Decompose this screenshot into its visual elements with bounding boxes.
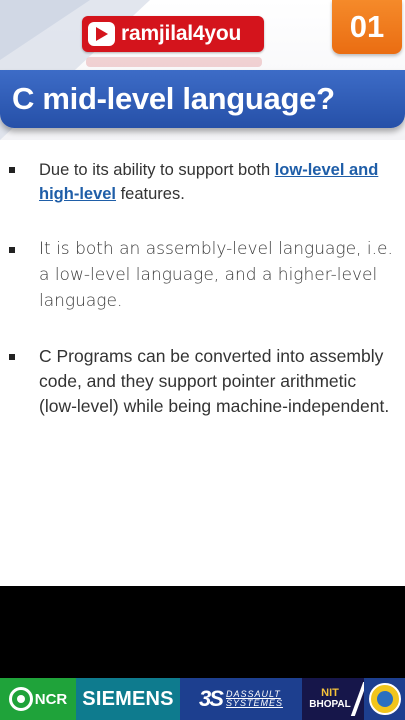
dassault-line-1: DASSAULT <box>225 689 281 699</box>
brand-name: ramjilal4you <box>121 22 242 45</box>
ncr-label: NCR <box>34 690 68 708</box>
institute-emblem <box>364 678 405 720</box>
dassault-3ds-icon: 3S <box>199 686 222 711</box>
bullet-marker <box>9 354 15 360</box>
sponsor-strip <box>0 678 405 720</box>
brand-reflection <box>86 57 262 67</box>
bullet-text-2: It is both an assembly-level language, i.e. a low-level language, and a higher-level language. <box>39 239 393 311</box>
siemens-logo <box>76 678 180 720</box>
bullet-item-2 <box>0 236 405 314</box>
dassault-logo <box>180 678 302 720</box>
dassault-line-2: SYSTEMES <box>225 698 283 708</box>
institute-emblem-icon <box>369 683 401 715</box>
page-title: C mid-level language? <box>12 81 335 116</box>
bullet-1-prefix: Due to its ability to support both <box>39 161 275 179</box>
channel-brand <box>82 16 264 52</box>
bullet-item-3 <box>0 344 405 419</box>
ncr-ring-icon <box>9 687 33 711</box>
emblem-center <box>377 691 393 707</box>
bullet-item-1 <box>0 158 405 206</box>
nit-wordmark <box>309 688 350 710</box>
slide-number-badge: 01 <box>332 0 402 54</box>
nit-line-1: NIT <box>321 687 339 699</box>
bullet-text-1 <box>39 158 395 206</box>
youtube-play-icon <box>88 22 115 46</box>
bullet-list <box>0 158 405 419</box>
dassault-wordmark <box>226 690 283 708</box>
siemens-label: SIEMENS <box>82 687 174 710</box>
ncr-logo <box>0 678 76 720</box>
divider-slash <box>351 682 364 716</box>
low-high-level-link[interactable]: low-level and high-level <box>39 161 379 203</box>
bullet-marker <box>9 167 15 173</box>
nit-line-2: BHOPAL <box>309 699 351 710</box>
bullet-text-3: C Programs can be converted into assembly code, and they support pointer arithmetic (low-level) while being machine-independent. <box>39 346 390 416</box>
bullet-1-suffix: features. <box>116 185 185 203</box>
decor-triangle-small <box>0 0 90 60</box>
video-blank-band <box>0 586 405 678</box>
bullet-marker <box>9 247 15 253</box>
nit-bhopal-logo <box>302 678 364 720</box>
title-banner <box>0 70 405 128</box>
